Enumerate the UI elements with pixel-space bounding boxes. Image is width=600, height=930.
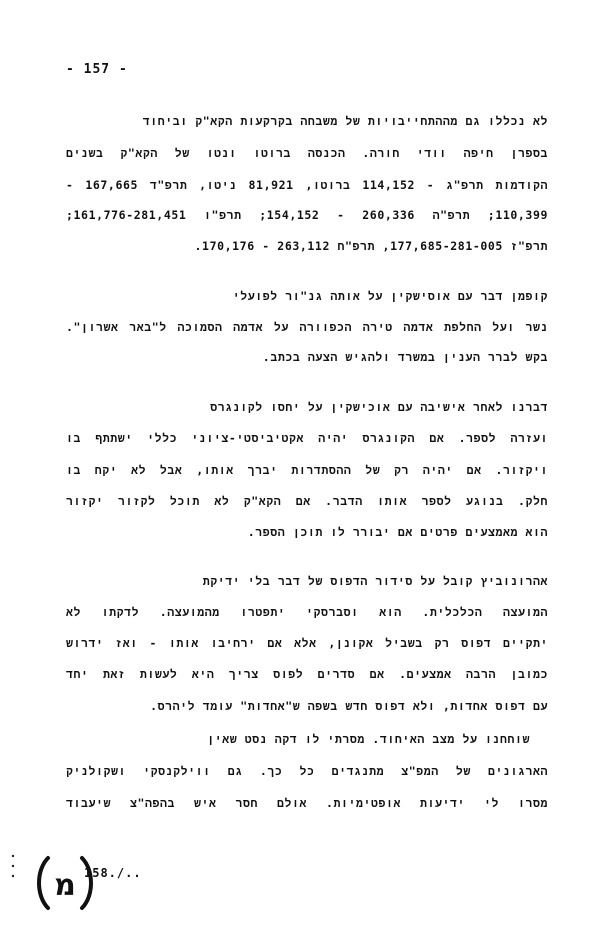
stamp-letter: מ	[54, 868, 76, 903]
paragraph-2-line-2: נשר ועל החלפת אדמה טירה הכפוורה על אדמה הסמוכה ל"באר אשרון".	[66, 320, 548, 334]
paragraph-1-line-5: תרפ"ז 177,685-281-005, תרפ"ח 263,112 - 170,176.	[194, 239, 548, 253]
paragraph-2-line-3: בקש לברר הענין במשרד ולהגיש הצעה בכתב.	[262, 350, 548, 364]
paragraph-5-line-1: שוחחנו על מצב האיחוד. מסרתי לו דקה נסט שאין	[207, 732, 530, 746]
paragraph-5-line-3: מסרו לי ידיעות אופטימיות. אולם חסר איש בהפה"צ שיעבוד	[66, 796, 548, 810]
paragraph-3-line-3: ויקזור. אם יהיה רק של ההסתדרות יברך אותו, אבל לא יקח בו	[66, 463, 548, 477]
paragraph-1-line-3: הקודמות תרפ"ג - 114,152 ברוטו, 81,921 ניטו, תרפ"ד 167,665 -	[66, 178, 548, 192]
paragraph-3-line-2: ועזרה לספר. אם הקונגרס יהיה אקטיביסטי-ציוני כללי ישתתף בו	[66, 431, 548, 445]
paragraph-3-line-5: הוא מאמצעים פרטים אם יבורר לו תוכן הספר.	[247, 525, 548, 539]
paragraph-2-line-1: קופמן דבר עם אוסישקין על אותה גנ"ור לפועלי	[232, 289, 548, 303]
paragraph-4-line-5: עם דפוס אחדות, ולא דפוס חדש בשפה ש"אחדות" עומד ליהרס.	[150, 699, 548, 713]
paragraph-4-line-2: המועצה הכלכלית. הוא וסברסקי יתפטרו מהמועצה. לדקתו לא	[66, 605, 548, 619]
paragraph-1-line-2: בספרן חיפה וודי חורה. הכנסה ברוטו ונטו של הקא"ק בשנים	[66, 146, 548, 160]
paragraph-4-line-1: אהרונוביץ קובל על סידור הדפוס של דבר בלי ידיקת	[202, 574, 548, 588]
page-number: - 157 -	[66, 62, 128, 77]
margin-marks	[10, 852, 16, 882]
paragraph-5-line-2: הארגונים של המפ"צ מתנגדים כל כך. גם ווילקנסקי ושקולניק	[66, 764, 548, 778]
paragraph-3-line-4: חלק. בנוגע לספר אותו הדבר. אם הקא"ק לא תוכל לקזור יקזור	[66, 494, 548, 508]
paragraph-4-line-4: כמובן הרבה אמצעים. אם סדרים לפוס צריך היא לעשות זאת יחד	[66, 667, 548, 681]
paragraph-1-line-1: לא נכללו גם מההתחייבויות של משבחה בקרקעות הקא"ק וביחוד	[142, 114, 548, 128]
archive-stamp-logo	[34, 852, 96, 914]
paragraph-1-line-4: 110,399; תרפ"ה 260,336 - 154,152; תרפ"ו 161,776-281,451;	[66, 208, 548, 222]
paragraph-3-line-1: דברנו לאחר אישיבה עם אוכישקין על יחסו לקונגרס	[210, 400, 548, 414]
paragraph-4-line-3: יתקיים דפוס רק בשביל אקונן, אלא אם ירחיבו אותו - ואז ידרוש	[66, 636, 548, 650]
continuation-page-ref: 158./..	[84, 866, 142, 880]
